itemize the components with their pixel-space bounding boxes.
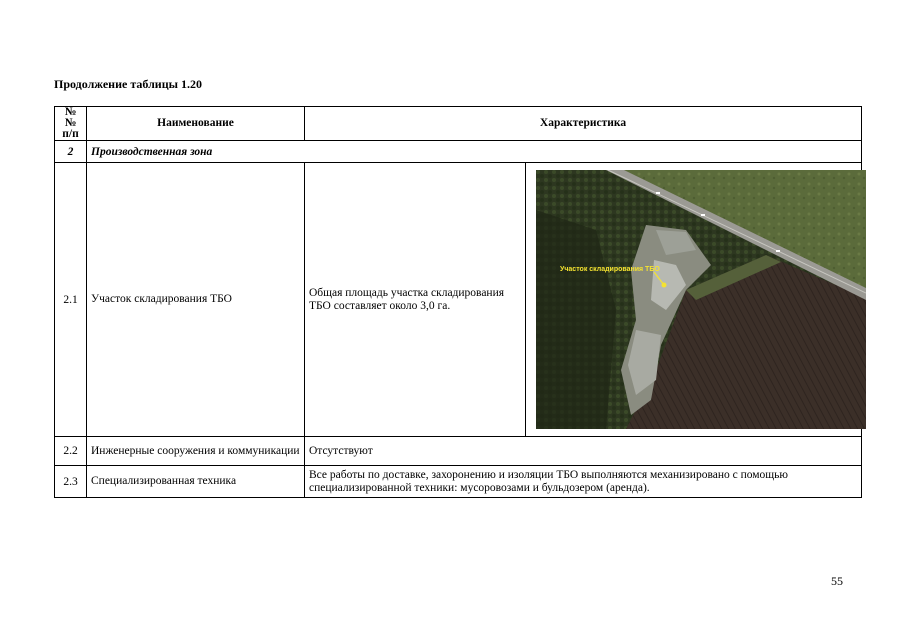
header-characteristic: Характеристика [305, 107, 862, 141]
section-row [55, 141, 862, 163]
row-name: Участок складирования ТБО [87, 163, 305, 437]
row-name: Инженерные сооружения и коммуникации [87, 437, 305, 466]
characteristics-table [54, 106, 862, 498]
row-characteristic: Отсутствуют [305, 437, 862, 466]
header-name: Наименование [87, 107, 305, 141]
table-row [55, 163, 862, 437]
row-characteristic: Общая площадь участка складирования ТБО составляет около 3,0 га. [305, 163, 526, 437]
photo-label: Участок складирования ТБО [560, 266, 660, 273]
satellite-photo-cell [526, 163, 862, 437]
page-number: 55 [831, 574, 843, 588]
row-name: Специализированная техника [87, 466, 305, 498]
satellite-image [536, 170, 866, 429]
row-characteristic: Все работы по доставке, захоронению и изоляции ТБО выполняются механизировано с помощью специализированной техники: мусоровозами и бульдозером (аренда). [305, 466, 862, 498]
section-number: 2 [55, 141, 87, 163]
table-row [55, 437, 862, 466]
row-number: 2.2 [55, 437, 87, 466]
header-num: №№ п/п [55, 107, 87, 141]
satellite-map-graphic [536, 170, 866, 429]
table-header-row [55, 107, 862, 141]
table-caption: Продолжение таблицы 1.20 [54, 77, 203, 91]
table-row [55, 466, 862, 498]
section-title: Производственная зона [87, 141, 862, 163]
row-number: 2.3 [55, 466, 87, 498]
row-number: 2.1 [55, 163, 87, 437]
